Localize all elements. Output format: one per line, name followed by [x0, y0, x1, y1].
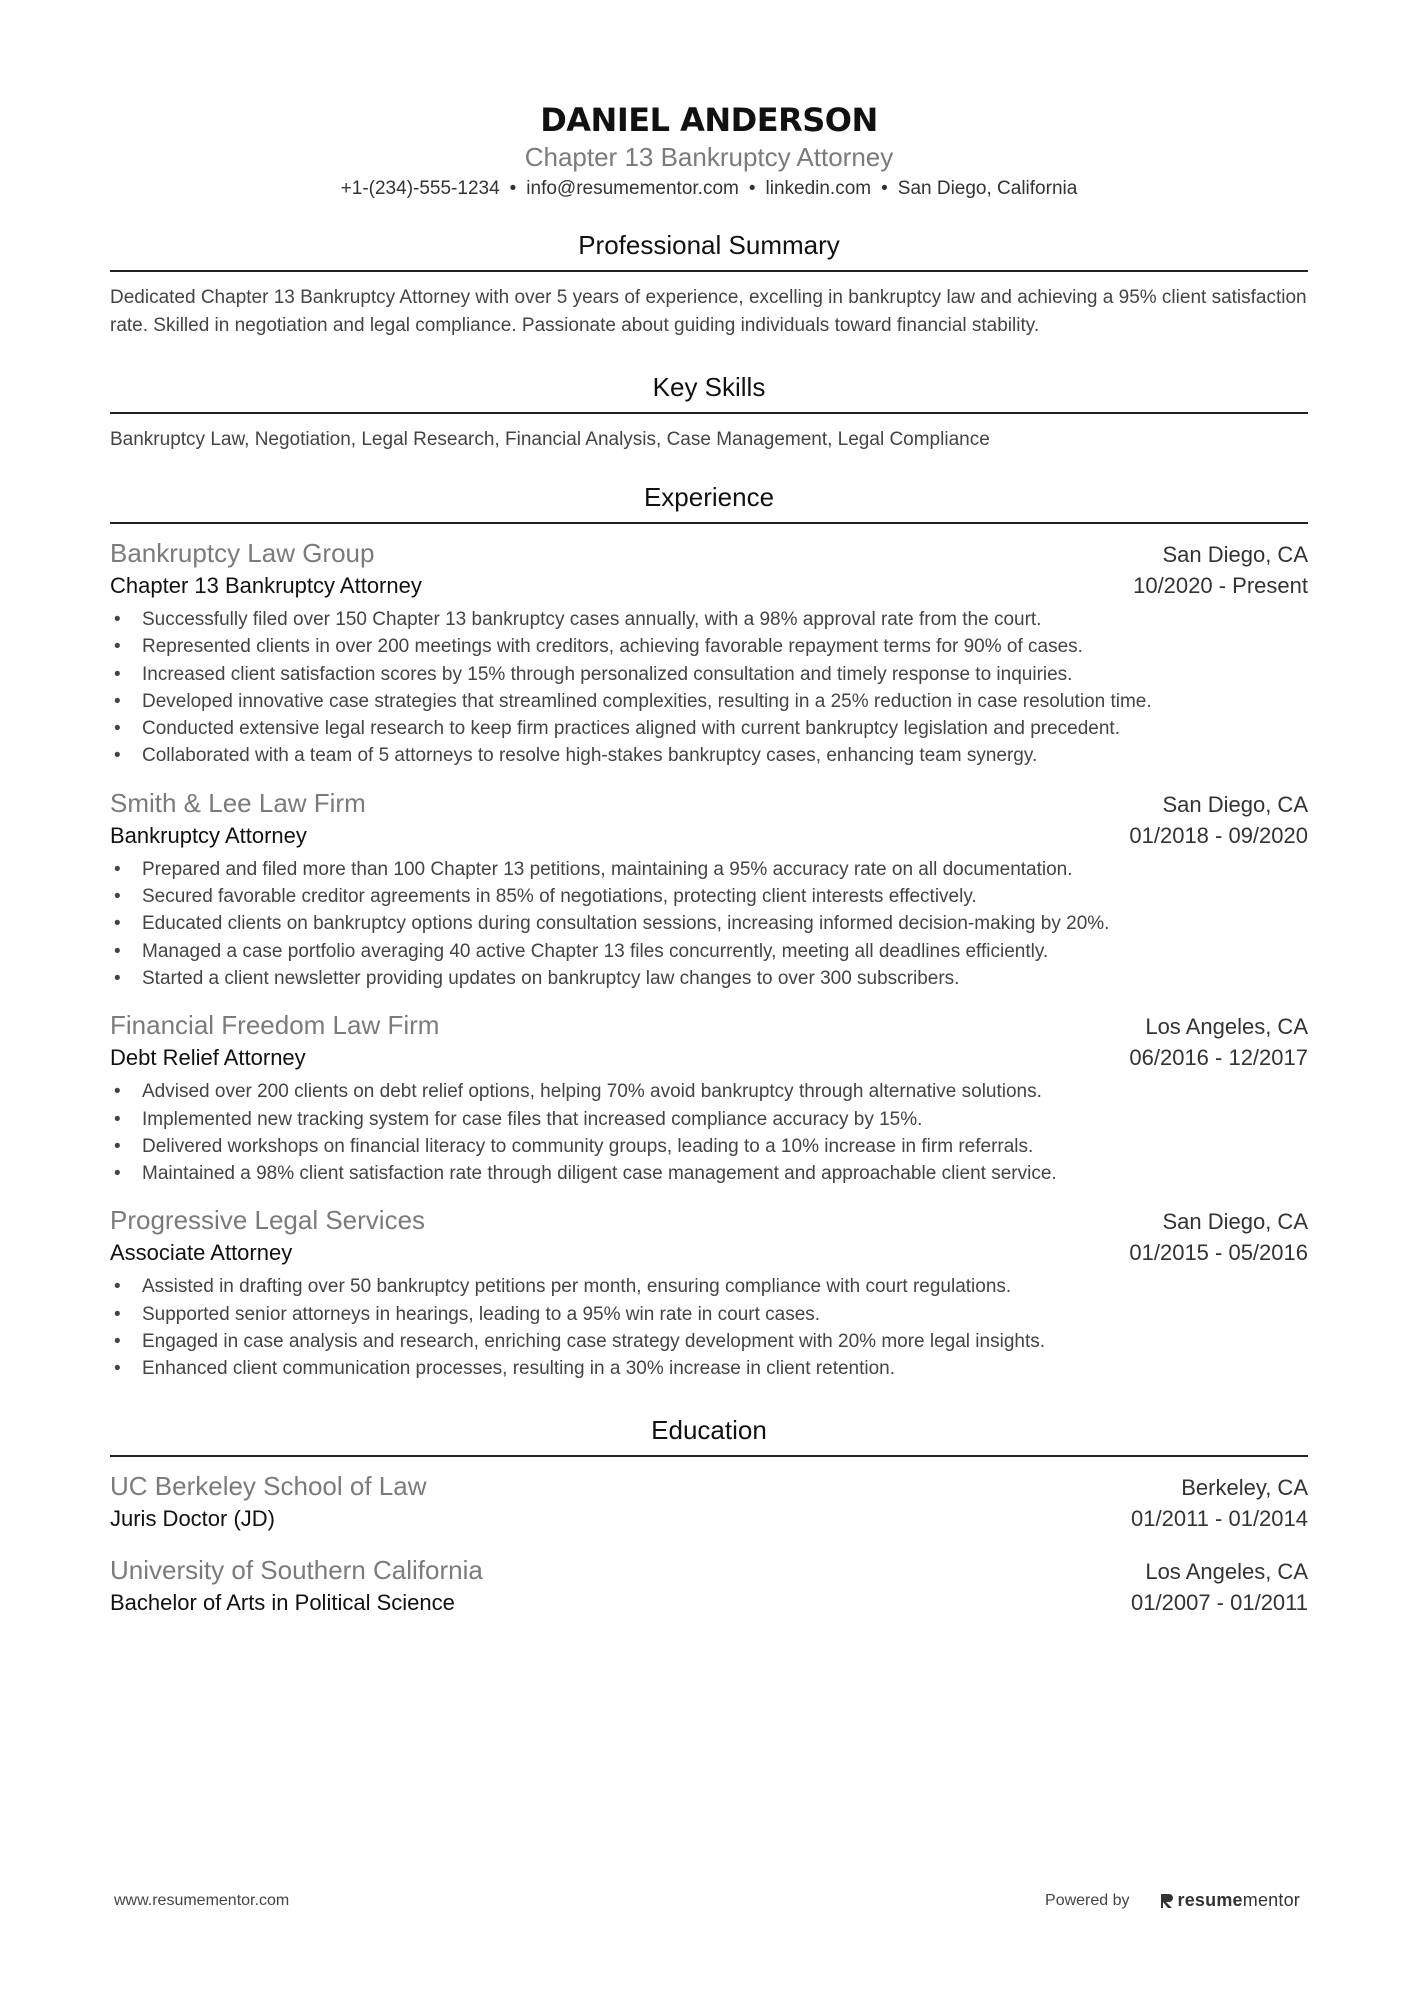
resume-header: [110, 100, 1308, 202]
job-location: San Diego, CA: [1162, 542, 1308, 567]
linkedin-link[interactable]: linkedin.com: [765, 178, 872, 199]
candidate-name: DANIEL ANDERSON: [540, 101, 878, 139]
separator-dot: •: [881, 178, 888, 199]
company-name: Financial Freedom Law Firm: [110, 1010, 440, 1041]
skills-section: [110, 370, 1308, 454]
degree-name: Bachelor of Arts in Political Science: [110, 1589, 455, 1615]
bullet-item: • Successfully filed over 150 Chapter 13 bankruptcy cases annually, with a 98% approval rate from the court.: [110, 606, 1308, 633]
skills-text: Bankruptcy Law, Negotiation, Legal Research, Financial Analysis, Case Management, Legal Compliance: [110, 429, 990, 450]
summary-heading: Professional Summary: [110, 228, 1308, 272]
brand-logo[interactable]: [1160, 1890, 1300, 1911]
bullet-item: • Developed innovative case strategies that streamlined complexities, resulting in a 25% reduction in case resolution time.: [110, 688, 1308, 715]
school-name: UC Berkeley School of Law: [110, 1470, 427, 1501]
job-title: Chapter 13 Bankruptcy Attorney: [110, 573, 422, 598]
bullet-item: • Started a client newsletter providing updates on bankruptcy law changes to over 300 subscribers.: [110, 965, 1308, 992]
job-dates: 10/2020 - Present: [1133, 573, 1308, 598]
job-title: Debt Relief Attorney: [110, 1045, 306, 1071]
bullet-item: • Managed a case portfolio averaging 40 active Chapter 13 files concurrently, meeting all deadlines efficiently.: [110, 938, 1308, 965]
phone-text: +1-(234)-555-1234: [340, 178, 500, 199]
job-entry: [110, 1203, 1308, 1382]
brand-name-light: mentor: [1242, 1890, 1300, 1910]
bullet-item: • Implemented new tracking system for case files that increased compliance accuracy by 15%.: [110, 1106, 1308, 1133]
education-entry: [110, 1469, 1308, 1535]
company-name: Progressive Legal Services: [110, 1205, 426, 1236]
job-dates: 01/2015 - 05/2016: [1129, 1240, 1308, 1266]
page-footer: [114, 1890, 1300, 1911]
job-bullets: [110, 856, 1308, 992]
job-bullets: [110, 1078, 1308, 1187]
education-section: [110, 1413, 1308, 1619]
school-name: University of Southern California: [110, 1554, 483, 1585]
powered-by: [1045, 1890, 1300, 1911]
bullet-item: • Prepared and filed more than 100 Chapter 13 petitions, maintaining a 95% accuracy rate on all documentation.: [110, 856, 1308, 883]
bullet-item: • Increased client satisfaction scores by 15% through personalized consultation and timely response to inquiries.: [110, 661, 1308, 688]
school-location: Los Angeles, CA: [1145, 1558, 1308, 1584]
bullet-item: • Enhanced client communication processes, resulting in a 30% increase in client retention.: [110, 1355, 1308, 1382]
bullet-item: • Maintained a 98% client satisfaction rate through diligent case management and approachable client service.: [110, 1160, 1308, 1187]
job-entry: [110, 1008, 1308, 1187]
separator-dot: •: [509, 178, 517, 199]
bullet-item: • Assisted in drafting over 50 bankruptcy petitions per month, ensuring compliance with court regulations.: [110, 1273, 1308, 1300]
bullet-item: • Advised over 200 clients on debt relief options, helping 70% avoid bankruptcy through alternative solutions.: [110, 1078, 1308, 1105]
contact-line: [110, 176, 1308, 202]
separator-dot: •: [748, 178, 756, 199]
education-heading: Education: [110, 1413, 1308, 1457]
job-dates: 01/2018 - 09/2020: [1129, 822, 1308, 848]
school-location: Berkeley, CA: [1181, 1474, 1308, 1500]
bullet-item: • Supported senior attorneys in hearings, leading to a 95% win rate in court cases.: [110, 1301, 1308, 1328]
company-name: Bankruptcy Law Group: [110, 538, 375, 568]
brand-name-bold: resume: [1177, 1890, 1243, 1910]
bullet-item: • Engaged in case analysis and research, enriching case strategy development with 20% more legal insights.: [110, 1328, 1308, 1355]
candidate-role: Chapter 13 Bankruptcy Attorney: [524, 142, 894, 172]
email-link[interactable]: info@resumementor.com: [526, 178, 739, 199]
job-dates: 06/2016 - 12/2017: [1129, 1045, 1308, 1071]
resumementor-logo-icon: [1160, 1893, 1174, 1909]
bullet-item: • Secured favorable creditor agreements in 85% of negotiations, protecting client interests effectively.: [110, 883, 1308, 910]
footer-url-link[interactable]: www.resumementor.com: [114, 1891, 290, 1909]
powered-by-label: Powered by: [1045, 1891, 1130, 1909]
job-title: Associate Attorney: [110, 1240, 293, 1266]
job-location: Los Angeles, CA: [1145, 1014, 1308, 1040]
job-bullets: [110, 606, 1308, 770]
resume-page: [110, 100, 1308, 1619]
company-name: Smith & Lee Law Firm: [110, 787, 366, 818]
bullet-item: • Conducted extensive legal research to keep firm practices aligned with current bankruptcy legislation and precedent.: [110, 715, 1308, 742]
bullet-item: • Represented clients in over 200 meetings with creditors, achieving favorable repayment terms for 90% of cases.: [110, 633, 1308, 660]
bullet-item: • Collaborated with a team of 5 attorneys to resolve high-stakes bankruptcy cases, enhancing team synergy.: [110, 742, 1308, 769]
bullet-item: • Delivered workshops on financial literacy to community groups, leading to a 10% increase in firm referrals.: [110, 1133, 1308, 1160]
job-title: Bankruptcy Attorney: [110, 822, 307, 848]
skills-heading: Key Skills: [110, 370, 1308, 414]
experience-heading: Experience: [110, 480, 1308, 524]
degree-name: Juris Doctor (JD): [110, 1505, 276, 1531]
education-dates: 01/2007 - 01/2011: [1131, 1589, 1308, 1615]
job-location: San Diego, CA: [1162, 791, 1308, 817]
experience-section: [110, 480, 1308, 1383]
education-dates: 01/2011 - 01/2014: [1131, 1505, 1308, 1531]
job-entry: [110, 786, 1308, 992]
job-bullets: [110, 1273, 1308, 1382]
summary-text: Dedicated Chapter 13 Bankruptcy Attorney with over 5 years of experience, excelling in bankruptcy law and achieving a 95% client satisfaction rate. Skilled in negotiation and legal compliance. Passionate about guiding individuals toward financial stability.: [110, 287, 1307, 336]
job-location: San Diego, CA: [1162, 1209, 1308, 1235]
summary-section: [110, 228, 1308, 340]
education-entry: [110, 1553, 1308, 1619]
bullet-item: • Educated clients on bankruptcy options during consultation sessions, increasing informed decision-making by 20%.: [110, 910, 1308, 937]
location-text: San Diego, California: [897, 178, 1078, 199]
job-entry: [110, 536, 1308, 770]
